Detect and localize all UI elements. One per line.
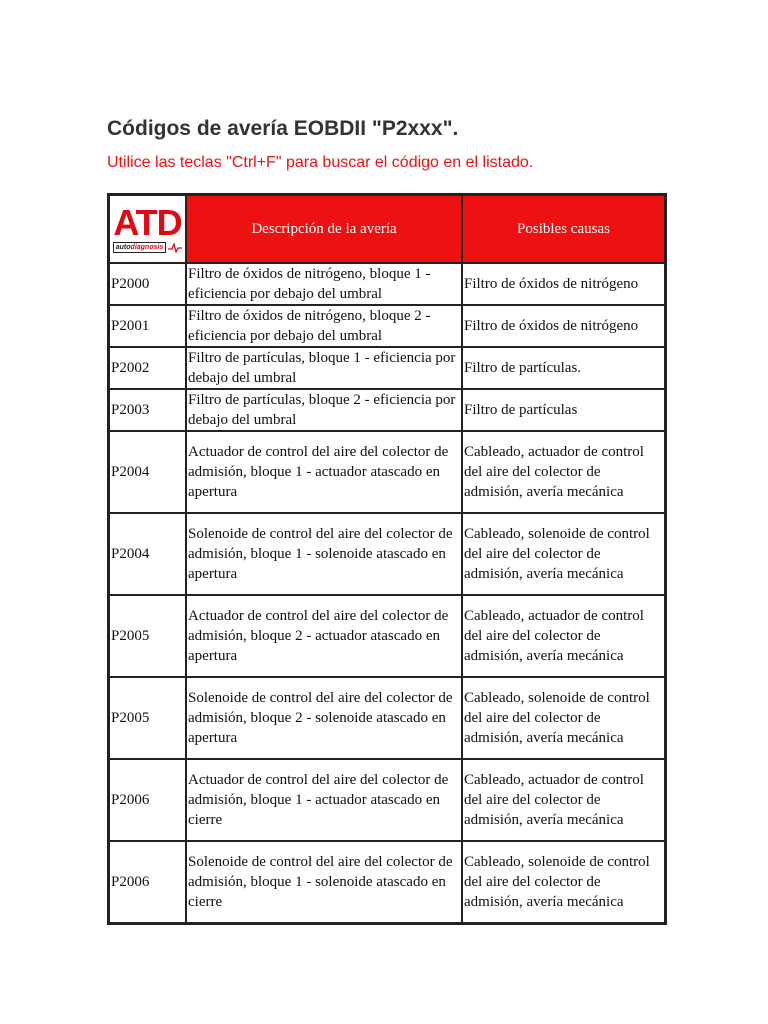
logo-tagline-diagnosis: diagnosis: [130, 244, 164, 251]
fault-code: P2000: [109, 263, 186, 305]
atd-logo: [110, 196, 185, 262]
fault-code: P2006: [109, 759, 186, 841]
heartbeat-icon: [168, 243, 182, 253]
table-row: [109, 431, 665, 513]
fault-code: P2004: [109, 513, 186, 595]
table-row: [109, 677, 665, 759]
table-row: [109, 595, 665, 677]
table-row: [109, 513, 665, 595]
fault-code: P2005: [109, 595, 186, 677]
table-header-row: [109, 195, 665, 263]
fault-code: P2003: [109, 389, 186, 431]
logo-tagline: [113, 242, 182, 253]
table-row: [109, 305, 665, 347]
page-title: Códigos de avería EOBDII "P2xxx".: [107, 117, 459, 140]
table-row: [109, 347, 665, 389]
fault-code: P2006: [109, 841, 186, 923]
fault-description: Filtro de óxidos de nitrógeno, bloque 2 - eficiencia por debajo del umbral: [186, 305, 462, 347]
fault-description: Solenoide de control del aire del colector de admisión, bloque 2 - solenoide atascado en apertura: [186, 677, 462, 759]
fault-code: P2005: [109, 677, 186, 759]
fault-causes: Cableado, actuador de control del aire del colector de admisión, avería mecánica: [462, 431, 665, 513]
logo-cell: [109, 195, 186, 263]
fault-description: Solenoide de control del aire del colector de admisión, bloque 1 - solenoide atascado en cierre: [186, 841, 462, 923]
table-row: [109, 841, 665, 923]
header-description: Descripción de la avería: [186, 195, 462, 263]
fault-causes: Filtro de partículas: [462, 389, 665, 431]
search-hint: Utilice las teclas "Ctrl+F" para buscar el código en el listado.: [107, 154, 534, 171]
fault-causes: Cableado, actuador de control del aire del colector de admisión, avería mecánica: [462, 759, 665, 841]
fault-codes-table: [107, 193, 667, 925]
fault-causes: Cableado, solenoide de control del aire del colector de admisión, avería mecánica: [462, 841, 665, 923]
fault-causes: Cableado, solenoide de control del aire del colector de admisión, avería mecánica: [462, 677, 665, 759]
fault-description: Filtro de óxidos de nitrógeno, bloque 1 - eficiencia por debajo del umbral: [186, 263, 462, 305]
logo-tagline-auto: auto: [115, 244, 131, 251]
fault-description: Actuador de control del aire del colector de admisión, bloque 1 - actuador atascado en cierre: [186, 759, 462, 841]
fault-causes: Filtro de óxidos de nitrógeno: [462, 305, 665, 347]
logo-brand: ATD: [113, 202, 182, 243]
fault-causes: Filtro de partículas.: [462, 347, 665, 389]
fault-description: Actuador de control del aire del colector de admisión, bloque 2 - actuador atascado en apertura: [186, 595, 462, 677]
fault-description: Filtro de partículas, bloque 1 - eficiencia por debajo del umbral: [186, 347, 462, 389]
fault-code: P2001: [109, 305, 186, 347]
fault-causes: Cableado, actuador de control del aire del colector de admisión, avería mecánica: [462, 595, 665, 677]
fault-causes: Cableado, solenoide de control del aire del colector de admisión, avería mecánica: [462, 513, 665, 595]
fault-code: P2002: [109, 347, 186, 389]
header-causes: Posibles causas: [462, 195, 665, 263]
fault-description: Solenoide de control del aire del colector de admisión, bloque 1 - solenoide atascado en apertura: [186, 513, 462, 595]
table-row: [109, 389, 665, 431]
fault-code: P2004: [109, 431, 186, 513]
fault-causes: Filtro de óxidos de nitrógeno: [462, 263, 665, 305]
fault-description: Filtro de partículas, bloque 2 - eficiencia por debajo del umbral: [186, 389, 462, 431]
table-row: [109, 263, 665, 305]
table-row: [109, 759, 665, 841]
fault-description: Actuador de control del aire del colector de admisión, bloque 1 - actuador atascado en apertura: [186, 431, 462, 513]
